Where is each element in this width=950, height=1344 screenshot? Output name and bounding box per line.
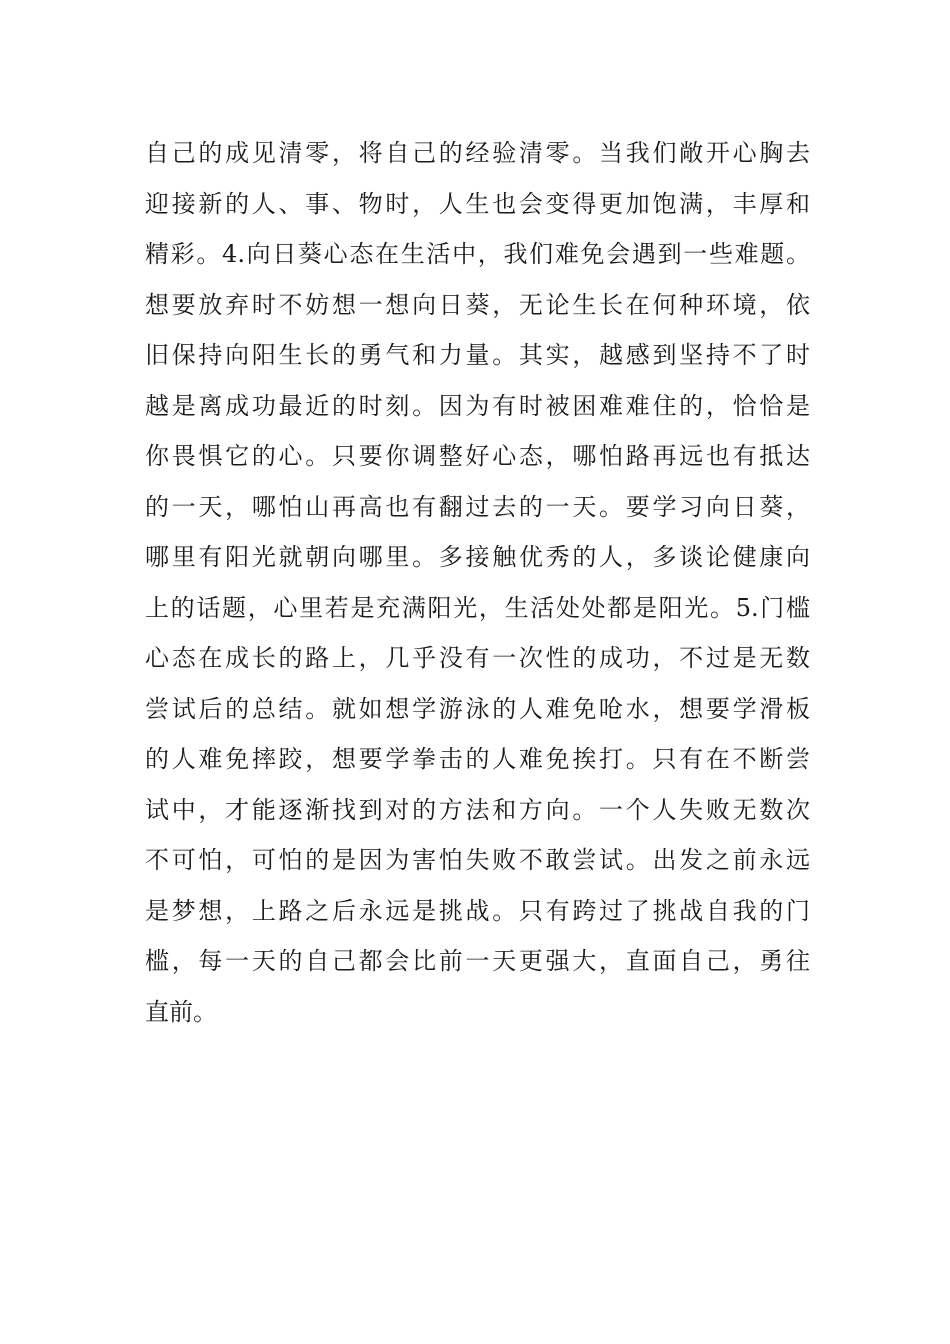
text-line-2: 迎接新的人、事、物时，人生也会变得更加饱满，丰厚和 <box>145 189 810 218</box>
text-line-7: 你畏惧它的心。只要你调整好心态，哪怕路再远也有抵达 <box>145 442 810 470</box>
text-line-16: 是梦想，上路之后永远是挑战。只有跨过了挑战自我的门 <box>145 896 810 925</box>
text-line-3: 精彩。4.向日葵心态在生活中，我们难免会遇到一些难题。 <box>145 240 810 268</box>
text-line-4: 想要放弃时不妨想一想向日葵，无论生长在何种环境，依 <box>145 290 810 319</box>
text-line-18: 直前。 <box>145 997 217 1026</box>
text-line-1: 自己的成见清零，将自己的经验清零。当我们敞开心胸去 <box>145 139 810 167</box>
text-line-9: 哪里有阳光就朝向哪里。多接触优秀的人，多谈论健康向 <box>145 543 810 571</box>
text-line-10: 上的话题，心里若是充满阳光，生活处处都是阳光。5.门槛 <box>145 593 810 622</box>
text-line-11: 心态在成长的路上，几乎没有一次性的成功，不过是无数 <box>145 644 810 672</box>
text-line-6: 越是离成功最近的时刻。因为有时被困难难住的，恰恰是 <box>145 391 810 420</box>
text-line-17: 槛，每一天的自己都会比前一天更强大，直面自己，勇往 <box>145 947 810 975</box>
text-line-5: 旧保持向阳生长的勇气和力量。其实，越感到坚持不了时 <box>145 341 810 369</box>
text-line-13: 的人难免摔跤，想要学拳击的人难免挨打。只有在不断尝 <box>145 745 810 773</box>
text-line-14: 试中，才能逐渐找到对的方法和方向。一个人失败无数次 <box>145 795 810 824</box>
body-text <box>145 128 810 1037</box>
text-line-12: 尝试后的总结。就如想学游泳的人难免呛水，想要学滑板 <box>145 694 810 723</box>
text-line-8: 的一天，哪怕山再高也有翻过去的一天。要学习向日葵， <box>145 492 810 521</box>
text-line-15: 不可怕，可怕的是因为害怕失败不敢尝试。出发之前永远 <box>145 846 810 874</box>
